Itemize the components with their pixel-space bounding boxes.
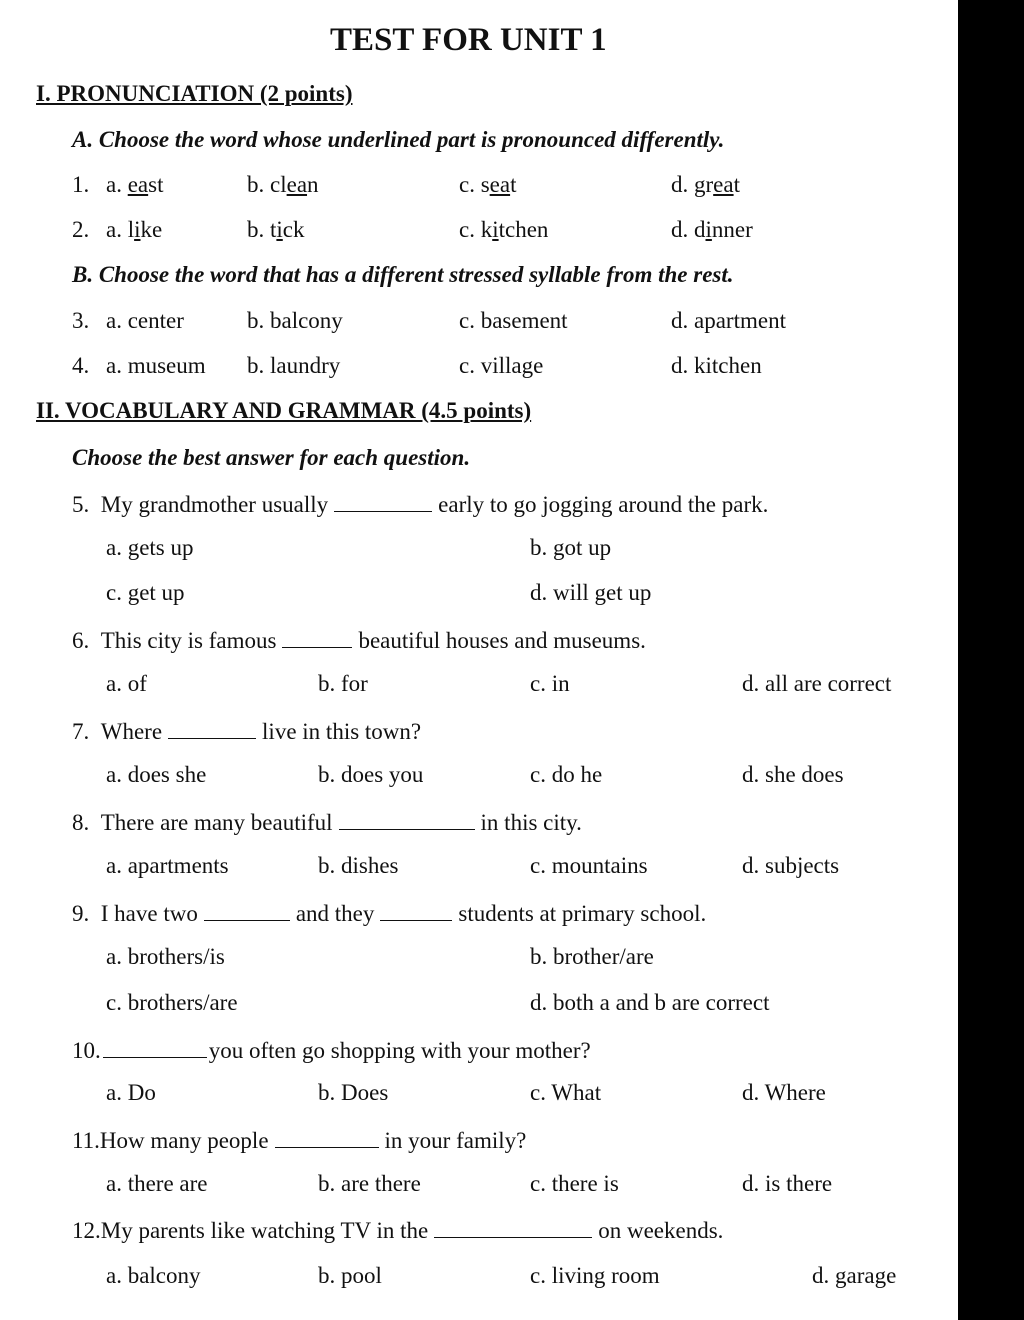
option-d: d. she does <box>742 762 844 787</box>
option-a: a. center <box>106 308 184 333</box>
question-6: 6. This city is famous beautiful houses and museums. <box>72 625 646 655</box>
option-a: a. Do <box>106 1080 156 1105</box>
option-d: d. great <box>671 172 740 197</box>
answer-blank <box>380 898 452 921</box>
answer-blank <box>204 898 290 921</box>
option-a: a. there are <box>106 1171 208 1196</box>
option-a: a. does she <box>106 762 207 787</box>
question-5: 5. My grandmother usually early to go jogging around the park. <box>72 489 768 519</box>
option-a: a. gets up <box>106 535 194 560</box>
answer-blank <box>275 1125 379 1148</box>
option-d: d. subjects <box>742 853 840 878</box>
option-d: d. both a and b are correct <box>530 990 770 1015</box>
part-a-instruction: A. Choose the word whose underlined part is pronounced differently. <box>72 127 725 152</box>
option-d: d. Where <box>742 1080 826 1105</box>
question-11: 11.How many people in your family? <box>72 1125 526 1155</box>
option-b: b. laundry <box>247 353 341 378</box>
section-vocabulary-instruction: Choose the best answer for each question. <box>72 445 471 470</box>
answer-blank <box>434 1215 592 1238</box>
option-d: d. will get up <box>530 580 652 605</box>
option-d: d. kitchen <box>671 353 762 378</box>
option-c: c. there is <box>530 1171 619 1196</box>
option-b: b. does you <box>318 762 424 787</box>
option-b: b. are there <box>318 1171 421 1196</box>
option-c: c. in <box>530 671 570 696</box>
option-c: c. brothers/are <box>106 990 238 1015</box>
question-9: 9. I have two and they students at primary school. <box>72 898 706 928</box>
section-pronunciation-heading: I. PRONUNCIATION (2 points) <box>36 81 353 106</box>
option-c: c. seat <box>459 172 517 197</box>
answer-blank <box>334 489 432 512</box>
option-d: d. all are correct <box>742 671 892 696</box>
question-number: 4. <box>72 353 90 378</box>
option-b: b. clean <box>247 172 319 197</box>
option-c: c. get up <box>106 580 185 605</box>
answer-blank <box>282 625 352 648</box>
option-b: b. Does <box>318 1080 389 1105</box>
option-a: a. museum <box>106 353 206 378</box>
option-b: b. dishes <box>318 853 399 878</box>
section-vocabulary-heading: II. VOCABULARY AND GRAMMAR (4.5 points) <box>36 398 532 423</box>
option-c: c. basement <box>459 308 568 333</box>
option-b: b. brother/are <box>530 944 654 969</box>
question-12: 12.My parents like watching TV in the on weekends. <box>72 1215 723 1245</box>
option-d: d. dinner <box>671 217 753 242</box>
page-title: TEST FOR UNIT 1 <box>330 22 607 58</box>
right-edge-bar <box>958 0 1024 1320</box>
answer-blank <box>168 716 256 739</box>
option-a: a. apartments <box>106 853 229 878</box>
option-b: b. tick <box>247 217 305 242</box>
option-a: a. like <box>106 217 163 242</box>
option-c: c. kitchen <box>459 217 549 242</box>
option-c: c. mountains <box>530 853 648 878</box>
answer-blank <box>103 1035 207 1058</box>
option-a: a. brothers/is <box>106 944 225 969</box>
option-c: c. village <box>459 353 544 378</box>
option-b: b. for <box>318 671 368 696</box>
option-a: a. balcony <box>106 1263 201 1288</box>
option-b: b. balcony <box>247 308 343 333</box>
part-b-instruction: B. Choose the word that has a different stressed syllable from the rest. <box>72 262 734 287</box>
option-d: d. is there <box>742 1171 833 1196</box>
option-a: a. of <box>106 671 147 696</box>
option-d: d. apartment <box>671 308 786 333</box>
answer-blank <box>339 807 475 830</box>
question-7: 7. Where live in this town? <box>72 716 421 746</box>
question-8: 8. There are many beautiful in this city. <box>72 807 582 837</box>
option-b: b. got up <box>530 535 612 560</box>
option-a: a. east <box>106 172 164 197</box>
question-number: 2. <box>72 217 90 242</box>
option-c: c. living room <box>530 1263 660 1288</box>
question-number: 3. <box>72 308 90 333</box>
question-number: 1. <box>72 172 90 197</box>
option-c: c. What <box>530 1080 602 1105</box>
question-10: 10. you often go shopping with your mother? <box>72 1035 591 1065</box>
option-d: d. garage <box>812 1263 897 1288</box>
option-b: b. pool <box>318 1263 382 1288</box>
option-c: c. do he <box>530 762 603 787</box>
